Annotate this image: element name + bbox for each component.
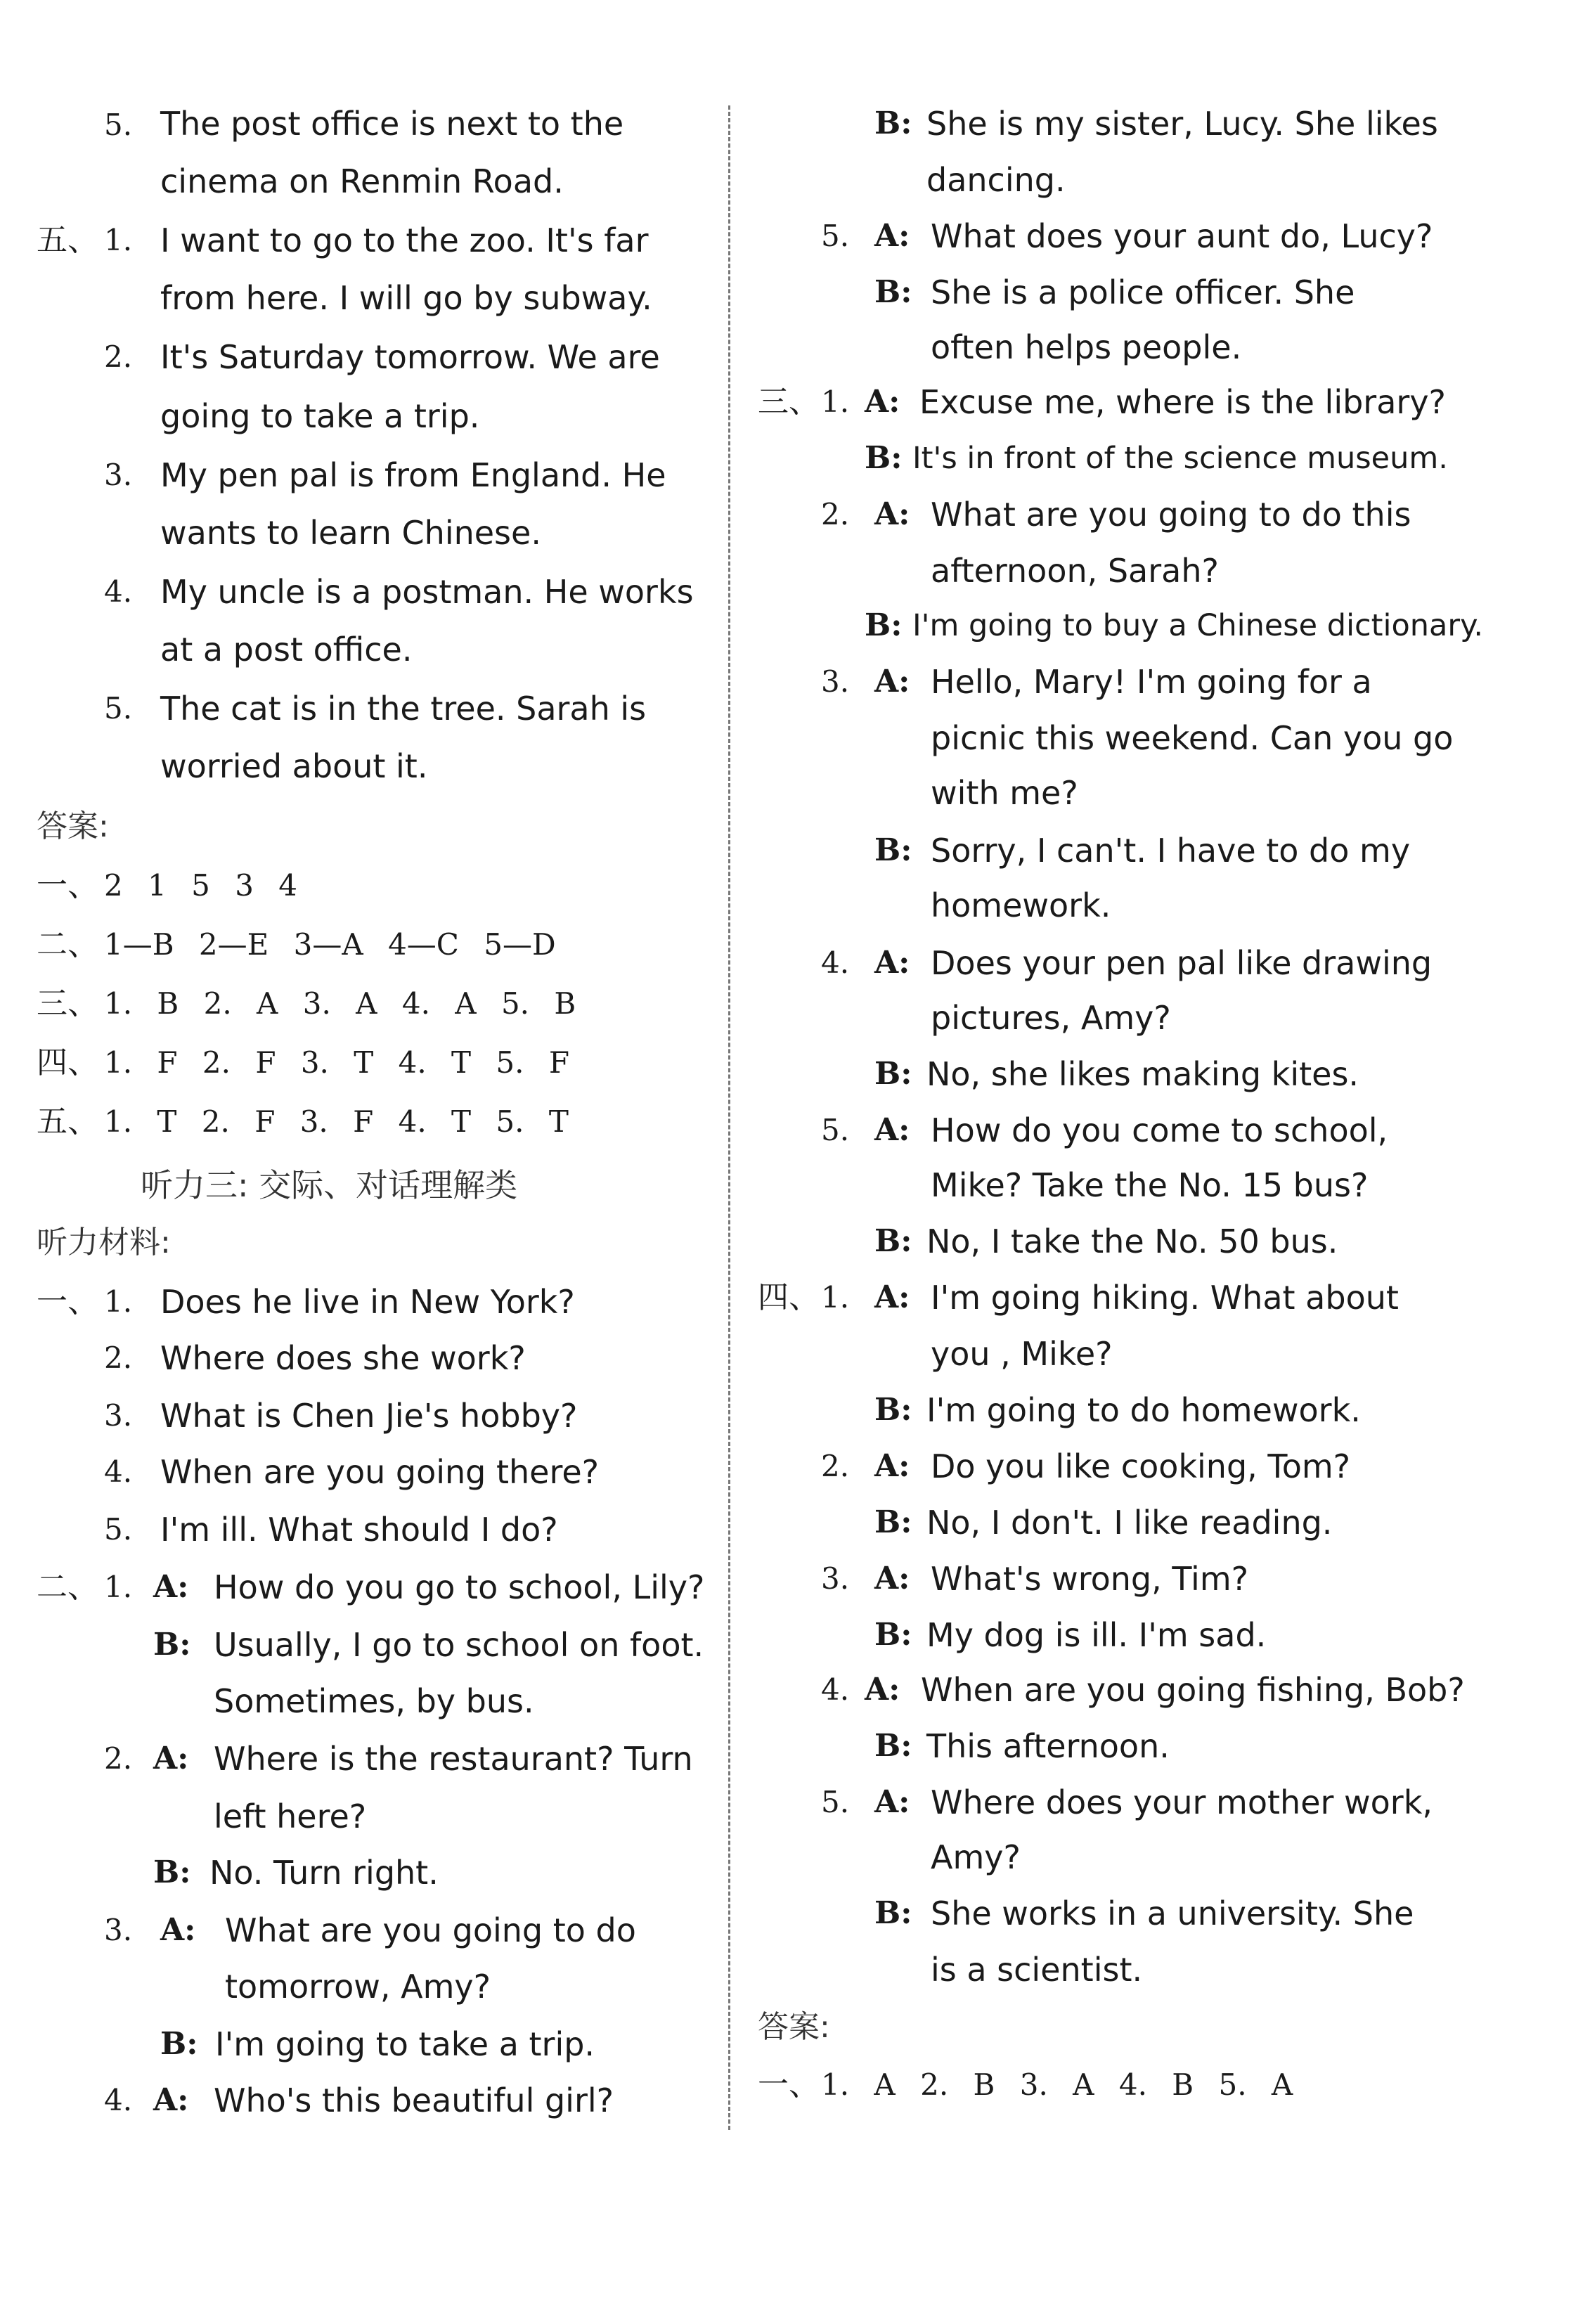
list-number: 2. [104,1341,133,1375]
speaker-a: A: [874,945,910,981]
text-line: from here. I will go by subway. [160,279,652,317]
dialogue-line: How do you go to school, Lily? [214,1568,705,1606]
dialogue-line: Amy? [931,1838,1021,1876]
speaker-b: B: [874,1223,912,1259]
dialogue-line: She is my sister, Lucy. She likes [926,105,1438,143]
list-number: 5. [104,691,133,725]
text-line: I'm ill. What should I do? [160,1511,558,1549]
dialogue-line: is a scientist. [931,1951,1143,1989]
text-line: My uncle is a postman. He works [160,573,694,611]
dialogue-line: Mike? Take the No. 15 bus? [931,1166,1369,1204]
answer-line: 1. A 2. B 3. A 4. B 5. A [821,2067,1293,2102]
section-heading: 听力三: 交际、对话理解类 [141,1166,518,1204]
speaker-a: A: [865,384,900,420]
text-line: Where does she work? [160,1339,526,1377]
list-number: 5. [104,1512,133,1547]
dialogue-line: No, I don't. I like reading. [926,1504,1333,1542]
answers-label: 答案: [758,2009,830,2045]
text-line: My pen pal is from England. He [160,456,666,494]
section-label: 一、 [37,1284,98,1319]
list-number: 4. [821,1672,850,1707]
dialogue-line: I'm going to buy a Chinese dictionary. [912,608,1484,643]
dialogue-line: What's wrong, Tim? [931,1560,1249,1598]
speaker-b: B: [874,1728,912,1764]
dialogue-line: What are you going to do this [931,496,1411,534]
dialogue-line: What does your aunt do, Lucy? [931,217,1433,255]
section-label: 四、 [37,1045,98,1080]
dialogue-line: It's in front of the science museum. [912,441,1448,476]
speaker-a: A: [874,1561,910,1596]
dialogue-line: Sometimes, by bus. [214,1682,534,1720]
speaker-a: A: [874,218,910,254]
speaker-b: B: [874,1392,912,1428]
dialogue-line: No, she likes making kites. [926,1055,1359,1093]
answer-line: 1. T 2. F 3. F 4. T 5. T [104,1104,569,1139]
section-label: 一、 [37,867,98,903]
dialogue-line: She is a police officer. She [931,273,1355,311]
dialogue-line: you , Mike? [931,1335,1113,1373]
dialogue-line: This afternoon. [926,1727,1170,1765]
dialogue-line: Who's this beautiful girl? [214,2081,614,2119]
speaker-b: B: [153,1854,191,1890]
text-line: The post office is next to the [160,105,624,143]
list-number: 5. [821,1113,850,1147]
speaker-a: A: [160,1912,196,1948]
speaker-b: B: [160,2026,198,2062]
speaker-b: B: [874,105,912,141]
section-label: 二、 [37,927,98,962]
speaker-b: B: [874,1504,912,1540]
dialogue-line: Hello, Mary! I'm going for a [931,663,1372,701]
section-label: 三、 [758,384,820,420]
speaker-b: B: [153,1627,191,1663]
dialogue-line: No, I take the No. 50 bus. [926,1222,1338,1260]
speaker-a: A: [874,1448,910,1484]
material-label: 听力材料: [37,1225,171,1260]
text-line: cinema on Renmin Road. [160,162,564,200]
text-line: When are you going there? [160,1453,600,1491]
dialogue-line: She works in a university. She [931,1894,1414,1932]
dialogue-line: No. Turn right. [209,1854,439,1892]
answer-line: 1. F 2. F 3. T 4. T 5. F [104,1045,569,1080]
list-number: 3. [104,1913,133,1947]
list-number: 2. [104,340,133,374]
dialogue-line: Do you like cooking, Tom? [931,1447,1351,1485]
list-number: 1. [821,1280,850,1315]
text-line: going to take a trip. [160,397,480,435]
dialogue-line: My dog is ill. I'm sad. [926,1616,1267,1654]
speaker-a: A: [874,664,910,699]
answer-line: 1—B 2—E 3—A 4—C 5—D [104,927,556,962]
list-number: 1. [104,223,133,257]
list-number: 4. [821,945,850,980]
list-number: 2. [821,497,850,531]
speaker-a: A: [874,1112,910,1148]
answer-line: 1. B 2. A 3. A 4. A 5. B [104,986,576,1021]
section-label: 四、 [758,1279,820,1315]
dialogue-line: Sorry, I can't. I have to do my [931,832,1411,870]
dialogue-line: I'm going to do homework. [926,1391,1361,1429]
column-divider [728,105,730,2130]
answer-line: 2 1 5 3 4 [104,868,298,903]
dialogue-line: Usually, I go to school on foot. [214,1626,704,1664]
list-number: 2. [104,1741,133,1776]
speaker-b: B: [874,1895,912,1931]
text-line: Does he live in New York? [160,1283,575,1321]
dialogue-line: afternoon, Sarah? [931,552,1219,590]
list-number: 2. [821,1449,850,1483]
dialogue-line: with me? [931,774,1078,812]
dialogue-line: I'm going to take a trip. [215,2025,595,2063]
dialogue-line: I'm going hiking. What about [931,1279,1399,1317]
list-number: 5. [104,108,133,142]
dialogue-line: Excuse me, where is the library? [919,383,1446,421]
list-number: 3. [104,1398,133,1433]
section-label: 五、 [37,222,98,258]
dialogue-line: Where is the restaurant? Turn [214,1740,693,1778]
list-number: 5. [821,1785,850,1819]
list-number: 1. [104,1570,133,1604]
dialogue-line: Where does your mother work, [931,1783,1433,1821]
speaker-b: B: [874,832,912,868]
text-line: The cat is in the tree. Sarah is [160,690,647,728]
speaker-b: B: [874,1617,912,1653]
dialogue-line: left here? [214,1797,367,1835]
speaker-b: B: [865,440,903,476]
dialogue-line: When are you going fishing, Bob? [921,1671,1465,1709]
section-label: 三、 [37,986,98,1021]
speaker-a: A: [153,1741,189,1776]
answers-label: 答案: [37,808,109,844]
section-label: 二、 [37,1569,98,1605]
speaker-b: B: [865,607,903,643]
list-number: 3. [821,664,850,699]
dialogue-line: pictures, Amy? [931,999,1171,1037]
speaker-a: A: [874,496,910,532]
section-label: 一、 [758,2067,820,2103]
list-number: 1. [821,385,850,419]
list-number: 1. [104,1284,133,1319]
dialogue-line: dancing. [926,161,1066,199]
dialogue-line: picnic this weekend. Can you go [931,719,1454,757]
speaker-a: A: [865,1672,900,1708]
list-number: 3. [821,1561,850,1596]
dialogue-line: often helps people. [931,328,1242,366]
dialogue-line: homework. [931,886,1111,924]
text-line: I want to go to the zoo. It's far [160,221,649,259]
speaker-b: B: [874,274,912,310]
text-line: wants to learn Chinese. [160,514,541,552]
list-number: 3. [104,458,133,492]
list-number: 5. [821,219,850,253]
text-line: at a post office. [160,631,413,669]
list-number: 4. [104,574,133,609]
text-line: worried about it. [160,747,428,785]
list-number: 4. [104,2083,133,2117]
text-line: It's Saturday tomorrow. We are [160,338,660,376]
speaker-a: A: [153,1569,189,1605]
dialogue-line: Does your pen pal like drawing [931,944,1433,982]
speaker-a: A: [874,1784,910,1820]
speaker-a: A: [874,1279,910,1315]
dialogue-line: tomorrow, Amy? [225,1968,491,2006]
dialogue-line: What are you going to do [225,1911,636,1949]
speaker-a: A: [153,2082,189,2118]
dialogue-line: How do you come to school, [931,1111,1388,1149]
text-line: What is Chen Jie's hobby? [160,1397,578,1435]
section-label: 五、 [37,1104,98,1140]
list-number: 4. [104,1454,133,1489]
speaker-b: B: [874,1056,912,1092]
